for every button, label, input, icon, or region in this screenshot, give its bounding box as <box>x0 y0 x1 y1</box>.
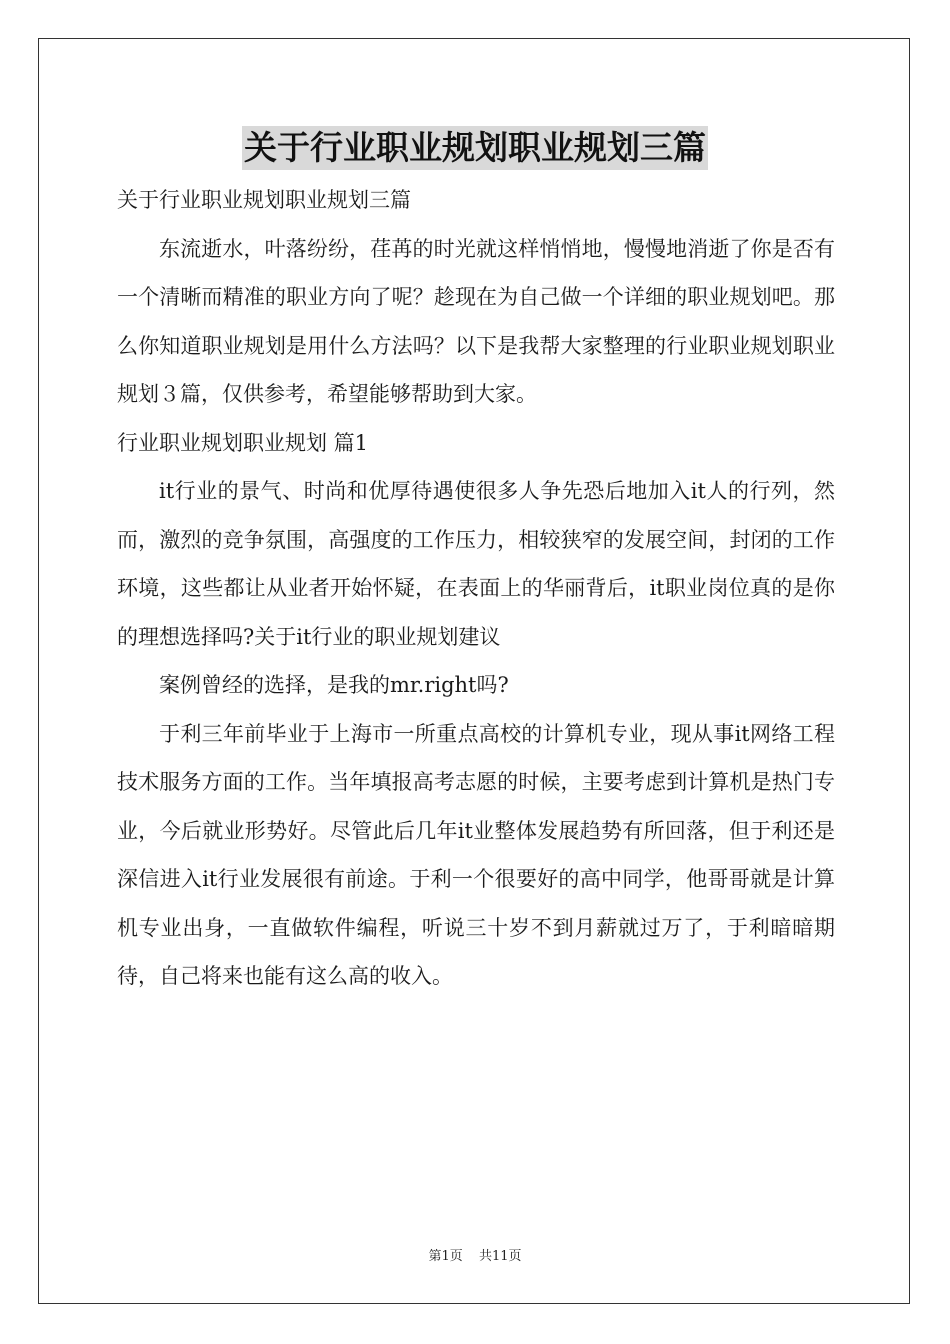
title-container <box>0 126 950 170</box>
page-number: 第1页 <box>428 1249 463 1264</box>
subtitle-paragraph: 关于行业职业规划职业规划三篇 <box>117 188 411 212</box>
document-title: 关于行业职业规划职业规划三篇 <box>242 126 708 170</box>
case-heading-paragraph: 案例曾经的选择，是我的mr.right吗? <box>159 673 509 697</box>
section-heading: 行业职业规划职业规划 篇1 <box>117 430 369 455</box>
body-paragraph: it行业的景气、时尚和优厚待遇使很多人争先恐后地加入it人的行列，然而，激烈的竞争氛围，高强度的工作压力，相较狭窄的发展空间，封闭的工作环境，这些都让从业者开始怀疑，在表面上的华丽背后，it职业岗位真的是你的理想选择吗?关于it行业的职业规划建议 <box>117 479 835 649</box>
document-body <box>117 176 835 1001</box>
body-paragraph: 于利三年前毕业于上海市一所重点高校的计算机专业，现从事it网络工程技术服务方面的工作。当年填报高考志愿的时候，主要考虑到计算机是热门专业，今后就业形势好。尽管此后几年it业整体发展趋势有所回落，但于利还是深信进入it行业发展很有前途。于利一个很要好的高中同学，他哥哥就是计算机专业出身，一直做软件编程，听说三十岁不到月薪就过万了，于利暗暗期待，自己将来也能有这么高的收入。 <box>117 721 835 988</box>
intro-paragraph: 东流逝水，叶落纷纷，荏苒的时光就这样悄悄地，慢慢地消逝了你是否有一个清晰而精准的职业方向了呢？趁现在为自己做一个详细的职业规划吧。那么你知道职业规划是用什么方法吗？以下是我帮大家整理的行业职业规划职业规划３篇，仅供参考，希望能够帮助到大家。 <box>117 236 835 406</box>
page-footer <box>0 1245 950 1264</box>
page-total: 共11页 <box>478 1249 522 1264</box>
